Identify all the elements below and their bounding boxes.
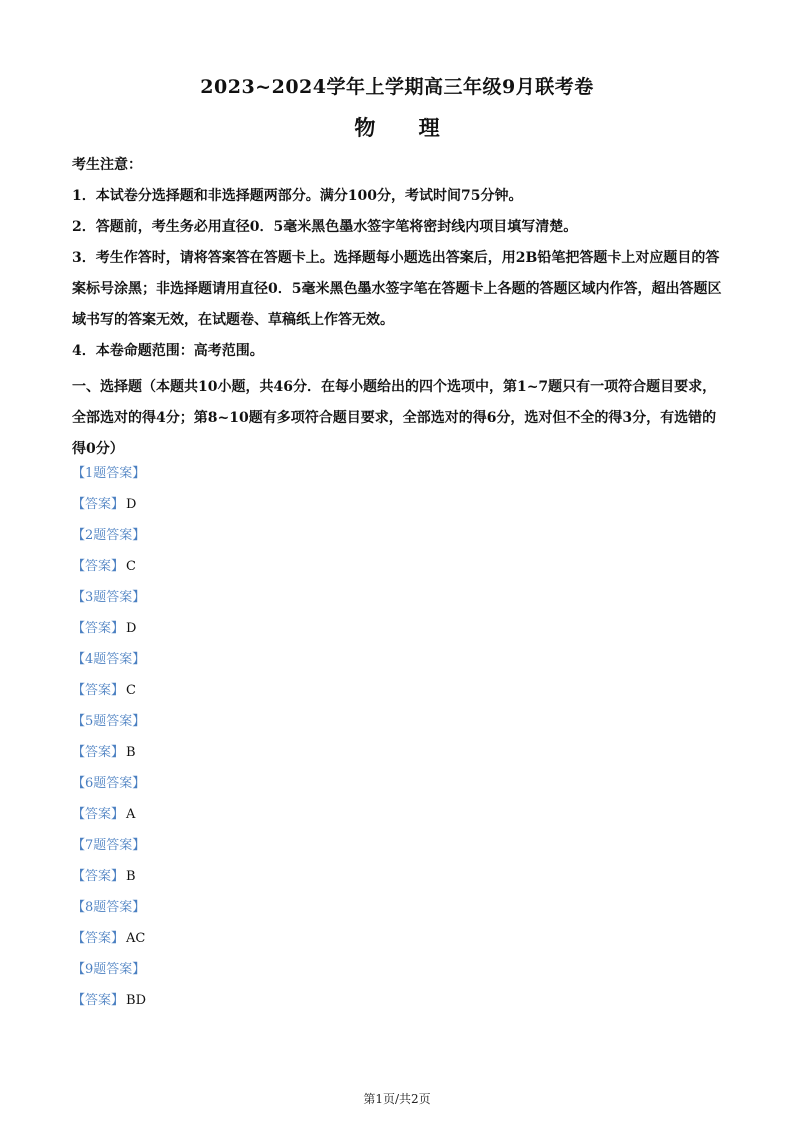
- question-header: 【4题答案】: [72, 652, 146, 667]
- question-header: 【8题答案】: [72, 900, 146, 915]
- subject-title: 物 理: [354, 115, 458, 140]
- answer-line: 【答案】 A: [72, 807, 136, 822]
- question-header: 【6题答案】: [72, 776, 146, 791]
- answer-list: [72, 458, 724, 1016]
- section-instructions: 一、选择题（本题共10小题，共46分．在每小题给出的四个选项中，第1~7题只有一项符合题目要求，全部选对的得4分；第8~10题有多项符合题目要求，全部选对的得6分，选对但不全的得3分，有选错的得0分）: [72, 379, 717, 457]
- question-header: 【7题答案】: [72, 838, 146, 853]
- candidate-notes: [72, 150, 724, 367]
- question-header: 【1题答案】: [72, 466, 146, 481]
- exam-title: 2023~2024学年上学期高三年级9月联考卷: [200, 76, 594, 98]
- answer-value: D: [126, 621, 137, 636]
- answer-line: 【答案】 AC: [72, 931, 146, 946]
- page-number: 第1页/共2页: [363, 1092, 431, 1106]
- answer-value: A: [126, 807, 136, 822]
- note-item-2: 2．答题前，考生务必用直径0．5毫米黑色墨水签字笔将密封线内项目填写清楚。: [72, 219, 578, 235]
- note-item-1: 1．本试卷分选择题和非选择题两部分。满分100分，考试时间75分钟。: [72, 188, 523, 204]
- question-header: 【2题答案】: [72, 528, 146, 543]
- answer-line: 【答案】 BD: [72, 993, 146, 1008]
- answer-value: D: [126, 497, 137, 512]
- answer-line: 【答案】 D: [72, 621, 137, 636]
- answer-line: 【答案】 C: [72, 683, 136, 698]
- answer-value: BD: [126, 993, 146, 1008]
- answer-line: 【答案】 B: [72, 869, 136, 884]
- answer-value: C: [126, 683, 136, 698]
- answer-value: B: [126, 745, 136, 760]
- answer-value: C: [126, 559, 136, 574]
- answer-line: 【答案】 C: [72, 559, 136, 574]
- answer-value: AC: [126, 931, 146, 946]
- section-heading: [72, 372, 724, 465]
- note-item-3: 3．考生作答时，请将答案答在答题卡上。选择题每小题选出答案后，用2B铅笔把答题卡上对应题目的答案标号涂黑；非选择题请用直径0．5毫米黑色墨水签字笔在答题卡上各题的答题区域内作答，超出答题区域书写的答案无效，在试题卷、草稿纸上作答无效。: [72, 250, 722, 328]
- answer-line: 【答案】 B: [72, 745, 136, 760]
- answer-line: 【答案】 D: [72, 497, 137, 512]
- note-item-4: 4．本卷命题范围：高考范围。: [72, 343, 264, 359]
- question-header: 【3题答案】: [72, 590, 146, 605]
- answer-value: B: [126, 869, 136, 884]
- question-header: 【9题答案】: [72, 962, 146, 977]
- question-header: 【5题答案】: [72, 714, 146, 729]
- notes-heading: 考生注意：: [72, 157, 142, 173]
